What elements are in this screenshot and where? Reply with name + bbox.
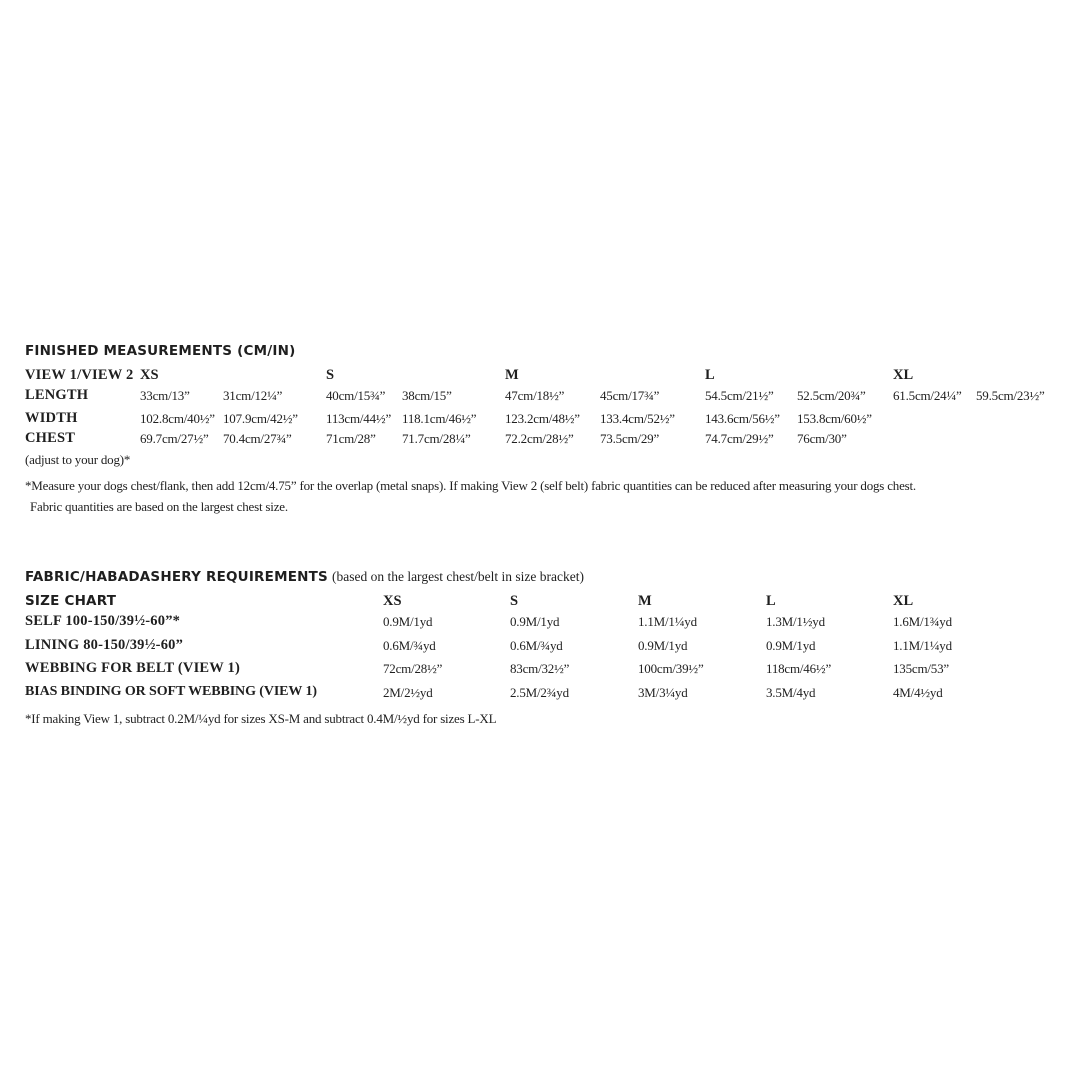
fabric-size-l: L (766, 593, 776, 609)
chest-l-view1: 74.7cm/29½” (705, 431, 774, 446)
finished-footnote-line1: *Measure your dogs chest/flank, then add 12cm/4.75” for the overlap (metal snaps). If making View 2 (self belt) fabric quantities can be reduced after measuring your dogs chest. (25, 478, 916, 493)
bias-binding-label: BIAS BINDING OR SOFT WEBBING (VIEW 1) (25, 684, 317, 699)
chest-xs-view1: 69.7cm/27½” (140, 431, 209, 446)
length-m-view1: 47cm/18½” (505, 388, 565, 403)
self-m: 1.1M/1¼yd (638, 614, 697, 629)
lining-xs: 0.6M/¾yd (383, 638, 436, 653)
lining-xl: 1.1M/1¼yd (893, 638, 952, 653)
chest-adjust-note: (adjust to your dog)* (25, 452, 131, 467)
length-label: LENGTH (25, 387, 89, 403)
chest-l-view2: 76cm/30” (797, 431, 847, 446)
length-xl-view1: 61.5cm/24¼” (893, 388, 962, 403)
self-xs: 0.9M/1yd (383, 614, 433, 629)
self-s: 0.9M/1yd (510, 614, 560, 629)
webbing-belt-label: WEBBING FOR BELT (VIEW 1) (25, 660, 241, 676)
self-xl: 1.6M/1¾yd (893, 614, 952, 629)
chest-s-view2: 71.7cm/28¼” (402, 431, 471, 446)
fabric-size-s: S (510, 593, 519, 609)
webbing-s: 83cm/32½” (510, 661, 570, 676)
lining-s: 0.6M/¾yd (510, 638, 563, 653)
bias-l: 3.5M/4yd (766, 685, 816, 700)
chest-m-view1: 72.2cm/28½” (505, 431, 574, 446)
finished-size-m: M (505, 367, 519, 383)
width-m-view1: 123.2cm/48½” (505, 411, 580, 426)
finished-size-l: L (705, 367, 715, 383)
fabric-requirements-title: FABRIC/HABADASHERY REQUIREMENTS (25, 569, 328, 585)
width-s-view1: 113cm/44½” (326, 411, 392, 426)
width-s-view2: 118.1cm/46½” (402, 411, 477, 426)
webbing-xs: 72cm/28½” (383, 661, 443, 676)
bias-m: 3M/3¼yd (638, 685, 688, 700)
self-l: 1.3M/1½yd (766, 614, 825, 629)
length-xs-view2: 31cm/12¼” (223, 388, 283, 403)
width-m-view2: 133.4cm/52½” (600, 411, 675, 426)
webbing-xl: 135cm/53” (893, 661, 949, 676)
lining-m: 0.9M/1yd (638, 638, 688, 653)
fabric-size-xs: XS (383, 593, 402, 609)
fabric-requirements-heading (25, 568, 584, 586)
width-label: WIDTH (25, 410, 78, 426)
length-m-view2: 45cm/17¾” (600, 388, 660, 403)
chest-m-view2: 73.5cm/29” (600, 431, 660, 446)
width-l-view2: 153.8cm/60½” (797, 411, 872, 426)
self-fabric-label: SELF 100-150/39½-60”* (25, 613, 181, 629)
finished-size-xs: XS (140, 367, 159, 383)
view-header-label: VIEW 1/VIEW 2 (25, 367, 134, 383)
chest-xs-view2: 70.4cm/27¾” (223, 431, 292, 446)
finished-size-s: S (326, 367, 335, 383)
length-l-view1: 54.5cm/21½” (705, 388, 774, 403)
length-xs-view1: 33cm/13” (140, 388, 190, 403)
chest-s-view1: 71cm/28” (326, 431, 376, 446)
fabric-size-xl: XL (893, 593, 914, 609)
lining-l: 0.9M/1yd (766, 638, 816, 653)
finished-size-xl: XL (893, 367, 914, 383)
webbing-m: 100cm/39½” (638, 661, 704, 676)
size-chart-label: SIZE CHART (25, 593, 117, 609)
lining-fabric-label: LINING 80-150/39½-60” (25, 637, 184, 653)
fabric-footnote: *If making View 1, subtract 0.2M/¼yd for sizes XS-M and subtract 0.4M/½yd for sizes L-XL (25, 711, 497, 726)
width-xs-view2: 107.9cm/42½” (223, 411, 298, 426)
length-l-view2: 52.5cm/20¾” (797, 388, 866, 403)
bias-xs: 2M/2½yd (383, 685, 433, 700)
finished-footnote-line2: Fabric quantities are based on the largest chest size. (30, 499, 288, 514)
bias-s: 2.5M/2¾yd (510, 685, 569, 700)
length-s-view2: 38cm/15” (402, 388, 452, 403)
bias-xl: 4M/4½yd (893, 685, 943, 700)
chest-label: CHEST (25, 430, 76, 446)
width-xs-view1: 102.8cm/40½” (140, 411, 215, 426)
width-l-view1: 143.6cm/56½” (705, 411, 780, 426)
webbing-l: 118cm/46½” (766, 661, 832, 676)
fabric-size-m: M (638, 593, 652, 609)
fabric-requirements-note: (based on the largest chest/belt in size bracket) (331, 569, 584, 584)
length-s-view1: 40cm/15¾” (326, 388, 386, 403)
finished-measurements-title: FINISHED MEASUREMENTS (CM/IN) (25, 343, 296, 359)
length-xl-view2: 59.5cm/23½” (976, 388, 1045, 403)
